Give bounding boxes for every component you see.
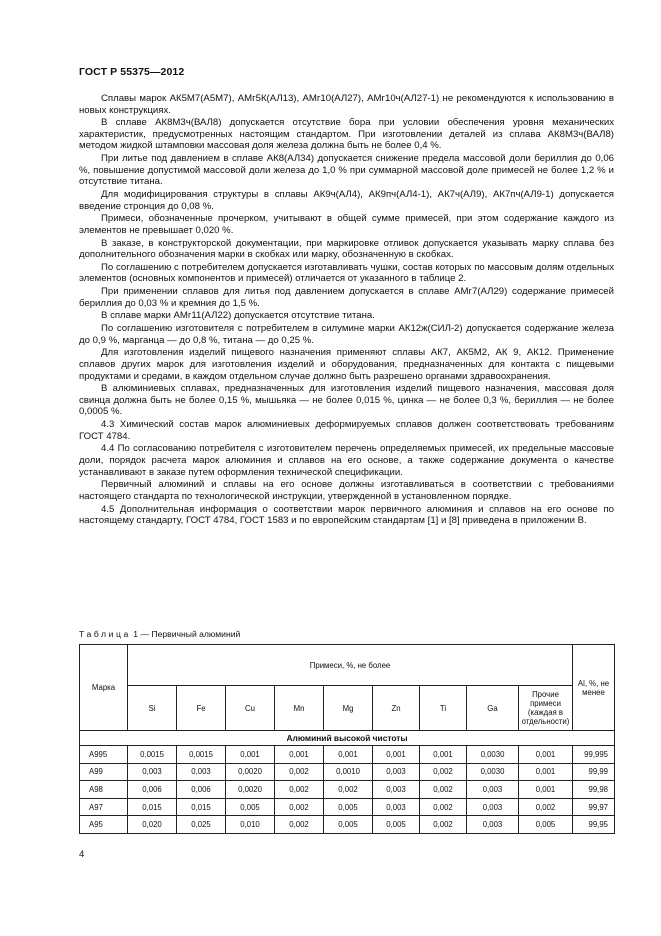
page-number: 4 (79, 849, 85, 860)
table-row (80, 781, 615, 799)
table-cell: 0,002 (275, 781, 324, 799)
table-cell: А97 (80, 798, 128, 816)
table-cell: А98 (80, 781, 128, 799)
header-element: Ga (467, 686, 519, 731)
header-element: Mn (275, 686, 324, 731)
table-cell: 0,002 (275, 798, 324, 816)
table-caption (79, 629, 240, 639)
aluminium-table (79, 644, 615, 834)
table-cell: 0,002 (420, 798, 467, 816)
table-cell: А95 (80, 816, 128, 834)
table-cell: 0,0010 (324, 763, 373, 781)
header-element: Ti (420, 686, 467, 731)
header-element: Прочие примеси (каждая в отдельности) (519, 686, 573, 731)
paragraph: В заказе, в конструкторской документации, при маркировке отливок допускается указывать марку сплава без дополнительного обозначения марки в скобках или марку, обозначенную в скобках. (79, 237, 614, 261)
paragraph: 4.5 Дополнительная информация о соответствии марок первичного алюминия и сплавов на его основе по настоящему стандарту, ГОСТ 4784, ГОСТ 1583 и по европейским стандартам [1] и [8] приведена в приложении В. (79, 503, 614, 527)
table-caption-text: 1 — Первичный алюминий (130, 629, 241, 639)
table-cell: А99 (80, 763, 128, 781)
header-element: Mg (324, 686, 373, 731)
table-cell: 0,002 (420, 816, 467, 834)
paragraph: Для модифицирования структуры в сплавы АК9ч(АЛ4), АК9пч(АЛ4-1), АК7ч(АЛ9), АК7пч(АЛ9-1) допускается введение стронция до 0,08 %. (79, 189, 614, 212)
table-cell: 0,002 (420, 781, 467, 799)
paragraph: В сплаве АК8М3ч(ВАЛ8) допускается отсутствие бора при условии обеспечения уровня механических характеристик, предусмотренных настоящим стандартом. При изготовлении деталей из сплава АК8М3ч(ВАЛ8) методом жидкой штамповки массовая доля железа должна быть не более 0,4 %. (79, 117, 614, 152)
table-cell: 0,002 (324, 781, 373, 799)
table-cell: 0,003 (467, 798, 519, 816)
header-mark: Марка (80, 645, 128, 731)
table-cell: 0,003 (467, 816, 519, 834)
paragraph: Первичный алюминий и сплавы на его основе должны изготавливаться в соответствии с требованиями настоящего стандарта по технологической инструкции, утвержденной в установленном порядке. (79, 479, 614, 502)
header-element: Si (128, 686, 177, 731)
table-cell: 0,005 (519, 816, 573, 834)
table-row (80, 746, 615, 764)
table-cell: 0,003 (128, 763, 177, 781)
table-cell: 0,003 (467, 781, 519, 799)
table-cell: 0,001 (275, 746, 324, 764)
table-cell: 0,001 (420, 746, 467, 764)
table-cell: 0,005 (324, 798, 373, 816)
table-cell: 0,001 (226, 746, 275, 764)
table-cell: 0,001 (519, 763, 573, 781)
table-cell: 0,001 (373, 746, 420, 764)
section-heading: Алюминий высокой чистоты (80, 731, 615, 746)
table-cell: 99,98 (573, 781, 615, 799)
table-cell: 0,003 (373, 781, 420, 799)
table-cell: 0,005 (324, 816, 373, 834)
table-caption-label: Таблица (79, 629, 131, 639)
table-cell: 0,010 (226, 816, 275, 834)
table-cell: 99,995 (573, 746, 615, 764)
table-cell: 0,003 (373, 798, 420, 816)
table-cell: 0,002 (420, 763, 467, 781)
table-cell: 0,0030 (467, 763, 519, 781)
header-element: Cu (226, 686, 275, 731)
table-cell: 0,006 (128, 781, 177, 799)
header-element: Fe (177, 686, 226, 731)
paragraph: Примеси, обозначенные прочерком, учитывают в общей сумме примесей, при этом содержание каждого из элементов не превышает 0,020 %. (79, 213, 614, 236)
table-cell: 0,0020 (226, 763, 275, 781)
paragraph: Сплавы марок АК5М7(А5М7), АМг5К(АЛ13), АМг10(АЛ27), АМг10ч(АЛ27-1) не рекомендуются к использованию в новых конструкциях. (79, 93, 614, 116)
table-cell: 0,025 (177, 816, 226, 834)
table-cell: 0,001 (519, 746, 573, 764)
table-cell: 99,97 (573, 798, 615, 816)
table-row (80, 763, 615, 781)
header-impurities: Примеси, %, не более (128, 645, 573, 686)
table-cell: 0,005 (226, 798, 275, 816)
header-element: Zn (373, 686, 420, 731)
paragraph: В сплаве марки АМг11(АЛ22) допускается отсутствие титана. (101, 310, 375, 322)
paragraph: При литье под давлением в сплаве АК8(АЛ34) допускается снижение предела массовой доли бериллия до 0,06 %, повышение допустимой массовой доли железа до 1,0 % при суммарной массовой доле примесей не более 1,2 % и отсутствие титана. (79, 153, 614, 188)
paragraph: Для изготовления изделий пищевого назначения применяют сплавы АК7, АК5М2, АК 9, АК12. Применение сплавов других марок для изготовления изделий и оборудования, предназначенных для контакта с пищевыми продуктами и средами, в каждом отдельном случае должно быть разрешено органами здравоохранения. (79, 347, 614, 382)
paragraph: 4.4 По согласованию потребителя с изготовителем перечень определяемых примесей, их предельные массовые доли, порядок расчета марок алюминия и сплавов на его основе, а также содержание документа о качестве устанавливают в заказе путем оформления технической спецификации. (79, 443, 614, 478)
table-cell: А995 (80, 746, 128, 764)
paragraph: В алюминиевых сплавах, предназначенных для изготовления изделий пищевого назначения, массовая доля свинца должна быть не более 0,15 %, мышьяка — не более 0,015 %, цинка — не более 0,3 %, бериллия — не более 0,0005 %. (79, 383, 614, 418)
table-cell: 0,015 (177, 798, 226, 816)
paragraph: По соглашению с потребителем допускается изготавливать чушки, состав которых по массовым долям отдельных элементов (основных компонентов и примесей) отличается от указанного в таблице 2. (79, 261, 614, 285)
table-cell: 0,006 (177, 781, 226, 799)
body-text (79, 93, 614, 528)
table-cell: 0,001 (519, 781, 573, 799)
table-cell: 0,003 (177, 763, 226, 781)
table-cell: 0,0020 (226, 781, 275, 799)
table-cell: 0,0015 (128, 746, 177, 764)
table-cell: 0,003 (373, 763, 420, 781)
header-al: Al, %, не менее (573, 645, 615, 731)
paragraph: При применении сплавов для литья под давлением допускается в сплаве АМг7(АЛ29) содержание примесей бериллия до 0,03 % и кремния до 1,5 %. (79, 286, 614, 309)
paragraph: По соглашению изготовителя с потребителем в силумине марки АК12ж(СИЛ-2) допускается содержание железа до 0,9 %, марганца — до 0,8 %, титана — до 0,25 %. (79, 323, 614, 346)
table-cell: 0,005 (373, 816, 420, 834)
table-cell: 0,015 (128, 798, 177, 816)
table-cell: 0,020 (128, 816, 177, 834)
table-row (80, 798, 615, 816)
table-row (80, 816, 615, 834)
table-cell: 99,99 (573, 763, 615, 781)
table-cell: 0,002 (275, 763, 324, 781)
table-cell: 0,002 (275, 816, 324, 834)
table-cell: 0,001 (324, 746, 373, 764)
table-cell: 99,95 (573, 816, 615, 834)
document-header: ГОСТ Р 55375—2012 (79, 66, 185, 78)
table-cell: 0,0015 (177, 746, 226, 764)
paragraph: 4.3 Химический состав марок алюминиевых деформируемых сплавов должен соответствовать требованиям ГОСТ 4784. (79, 419, 614, 442)
table-cell: 0,0030 (467, 746, 519, 764)
table-cell: 0,002 (519, 798, 573, 816)
